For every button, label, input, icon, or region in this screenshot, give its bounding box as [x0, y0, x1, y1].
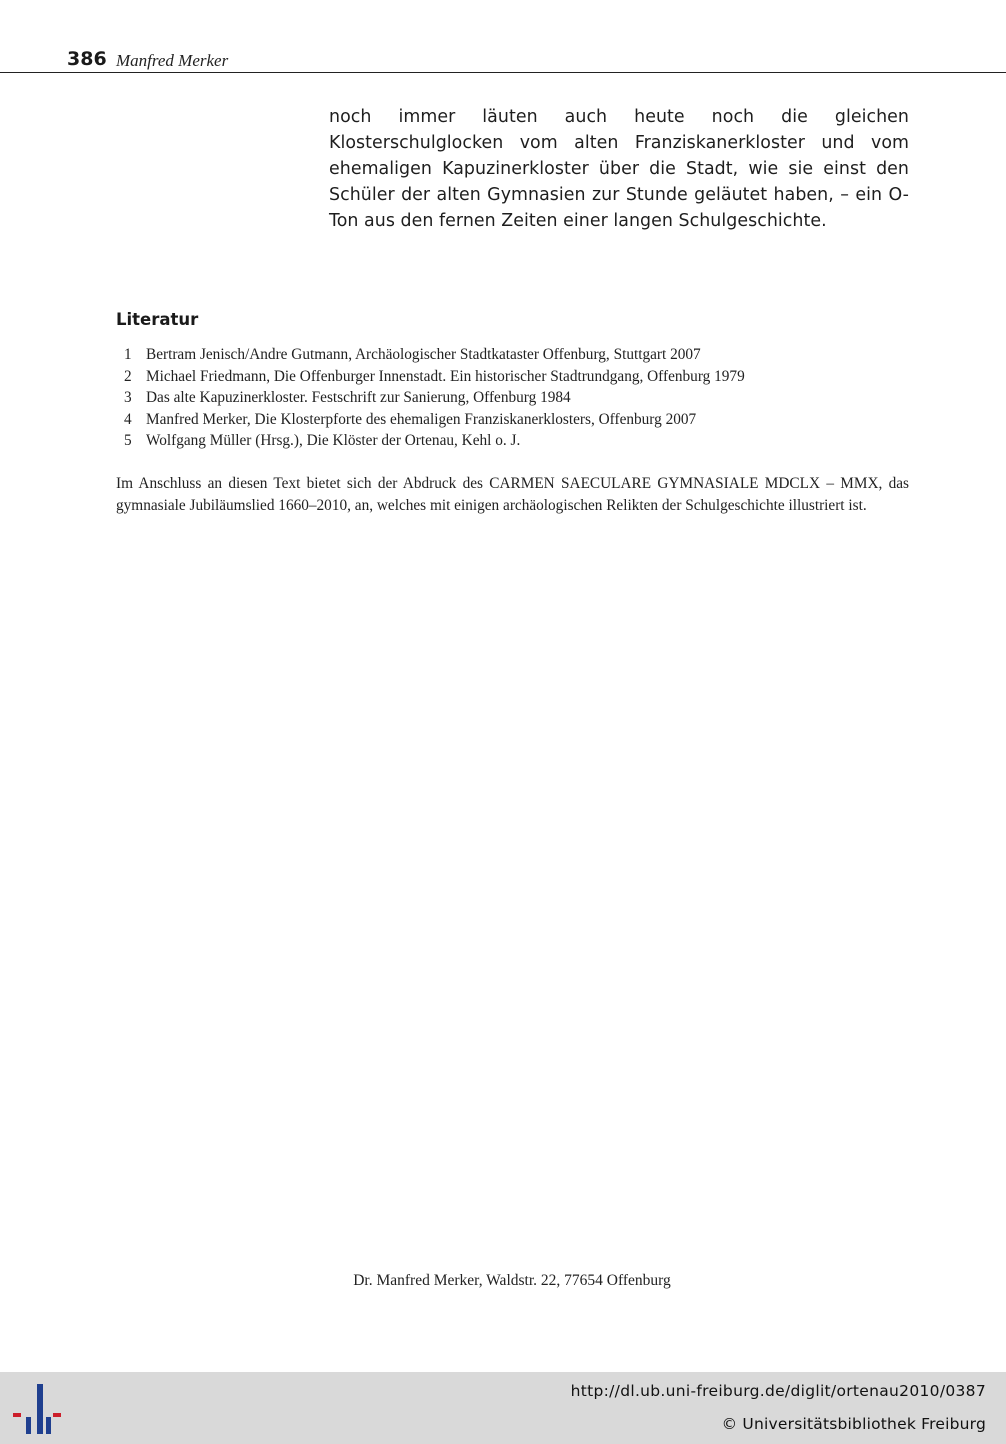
- library-footer: [0, 1372, 1006, 1444]
- list-item-number: 2: [124, 367, 132, 385]
- author-address: Dr. Manfred Merker, Waldstr. 22, 77654 Offenburg: [353, 1272, 671, 1289]
- intro-paragraph: noch immer läuten auch heute noch die gleichen Klosterschulglocken vom alten Franziskanerkloster und vom ehemaligen Kapuzinerkloster über die Stadt, wie sie einst den Schüler der alten Gymnasien zur Stunde geläutet haben, – ein O-Ton aus den fernen Zeiten einer langen Schulgeschichte.: [329, 107, 909, 231]
- list-item-text: Wolfgang Müller (Hrsg.), Die Klöster der Ortenau, Kehl o. J.: [146, 432, 521, 450]
- literature-heading: Literatur: [116, 310, 199, 329]
- list-item-number: 4: [124, 410, 132, 428]
- list-item: [116, 409, 916, 431]
- note-paragraph: Im Anschluss an diesen Text bietet sich der Abdruck des CARMEN SAECULARE GYMNASIALE MDCLX – MMX, das gymnasiale Jubiläumslied 1660–2010, an, welches mit einigen archäologischen Relikten der Schulgeschichte illustriert ist.: [116, 475, 909, 514]
- running-author: Manfred Merker: [116, 51, 229, 70]
- list-item-number: 3: [124, 389, 132, 407]
- list-item-text: Manfred Merker, Die Klosterpforte des ehemaligen Franziskanerklosters, Offenburg 2007: [146, 410, 697, 428]
- page-number: 386: [67, 48, 107, 70]
- footer-url-link[interactable]: http://dl.ub.uni-freiburg.de/diglit/ortenau2010/0387: [570, 1382, 986, 1400]
- list-item: [116, 344, 916, 366]
- list-item-text: Das alte Kapuzinerkloster. Festschrift zur Sanierung, Offenburg 1984: [146, 389, 571, 407]
- ub-freiburg-logo-icon: [12, 1384, 64, 1436]
- footer-copyright: © Universitätsbibliothek Freiburg: [721, 1415, 986, 1433]
- list-item: [116, 430, 916, 452]
- list-item-text: Bertram Jenisch/Andre Gutmann, Archäologischer Stadtkataster Offenburg, Stuttgart 2007: [146, 346, 701, 363]
- running-header: [0, 46, 1006, 73]
- list-item-text: Michael Friedmann, Die Offenburger Innenstadt. Ein historischer Stadtrundgang, Offenburg 1979: [146, 367, 745, 385]
- list-item: [116, 366, 916, 388]
- literature-list: [116, 344, 916, 452]
- list-item: [116, 387, 916, 409]
- list-item-number: 5: [124, 432, 132, 450]
- list-item-number: 1: [124, 346, 132, 363]
